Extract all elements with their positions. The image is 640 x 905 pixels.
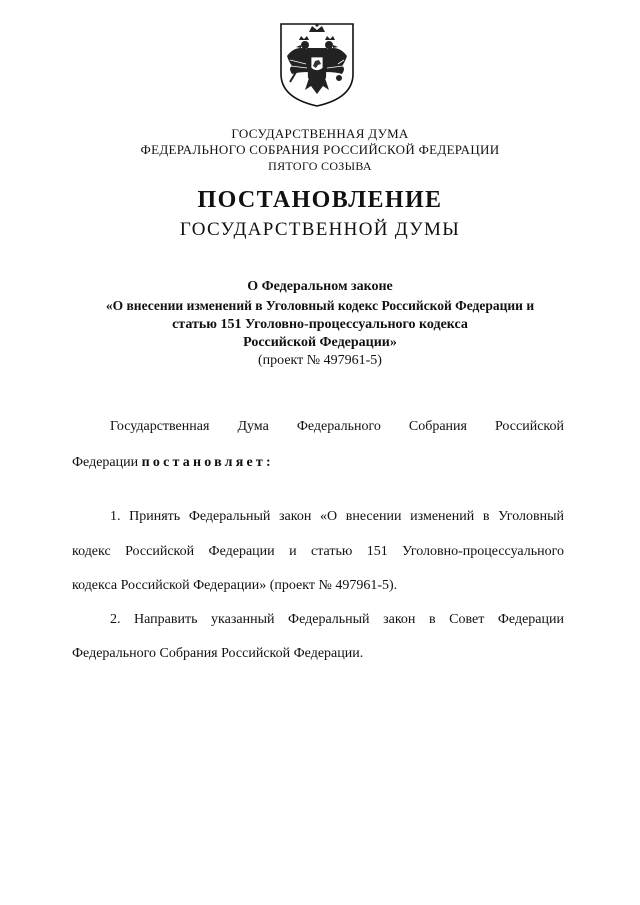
convocation-line: ПЯТОГО СОЗЫВА bbox=[268, 159, 372, 173]
org-name-line-1: ГОСУДАРСТВЕННАЯ ДУМА bbox=[231, 126, 409, 141]
item-1-line-3: кодекса Российской Федерации» (проект № 497961-5). bbox=[72, 578, 398, 593]
subject-line-1: О Федеральном законе bbox=[247, 279, 393, 294]
project-number: (проект № 497961-5) bbox=[258, 353, 382, 368]
item-1-line-1: 1. Принять Федеральный закон «О внесении изменений в Уголовный bbox=[110, 509, 564, 524]
subject-line-2: «О внесении изменений в Уголовный кодекс Российской Федерации и bbox=[105, 298, 535, 313]
item-1-line-2: кодекс Российской Федерации и статью 151 Уголовно-процессуального bbox=[72, 544, 564, 559]
document-type-title: ПОСТАНОВЛЕНИЕ bbox=[197, 187, 443, 213]
intro-paragraph-line-2 bbox=[72, 454, 274, 472]
subject-line-4: Российской Федерации» bbox=[243, 335, 397, 350]
russian-coat-of-arms-icon bbox=[276, 20, 358, 108]
subject-line-3: статью 151 Уголовно-процессуального кодекса bbox=[172, 317, 468, 332]
item-2-line-2: Федерального Собрания Российской Федерации. bbox=[72, 646, 364, 661]
resolves-keyword: постановляет: bbox=[141, 455, 274, 470]
org-name-line-2: ФЕДЕРАЛЬНОГО СОБРАНИЯ РОССИЙСКОЙ ФЕДЕРАЦИИ bbox=[140, 142, 500, 157]
document-issuer-title: ГОСУДАРСТВЕННОЙ ДУМЫ bbox=[179, 219, 461, 240]
intro-paragraph-line-1: Государственная Дума Федерального Собрания Российской bbox=[110, 419, 564, 434]
item-2-line-1: 2. Направить указанный Федеральный закон в Совет Федерации bbox=[110, 612, 564, 627]
intro-paragraph-start: Федерации bbox=[72, 455, 142, 470]
